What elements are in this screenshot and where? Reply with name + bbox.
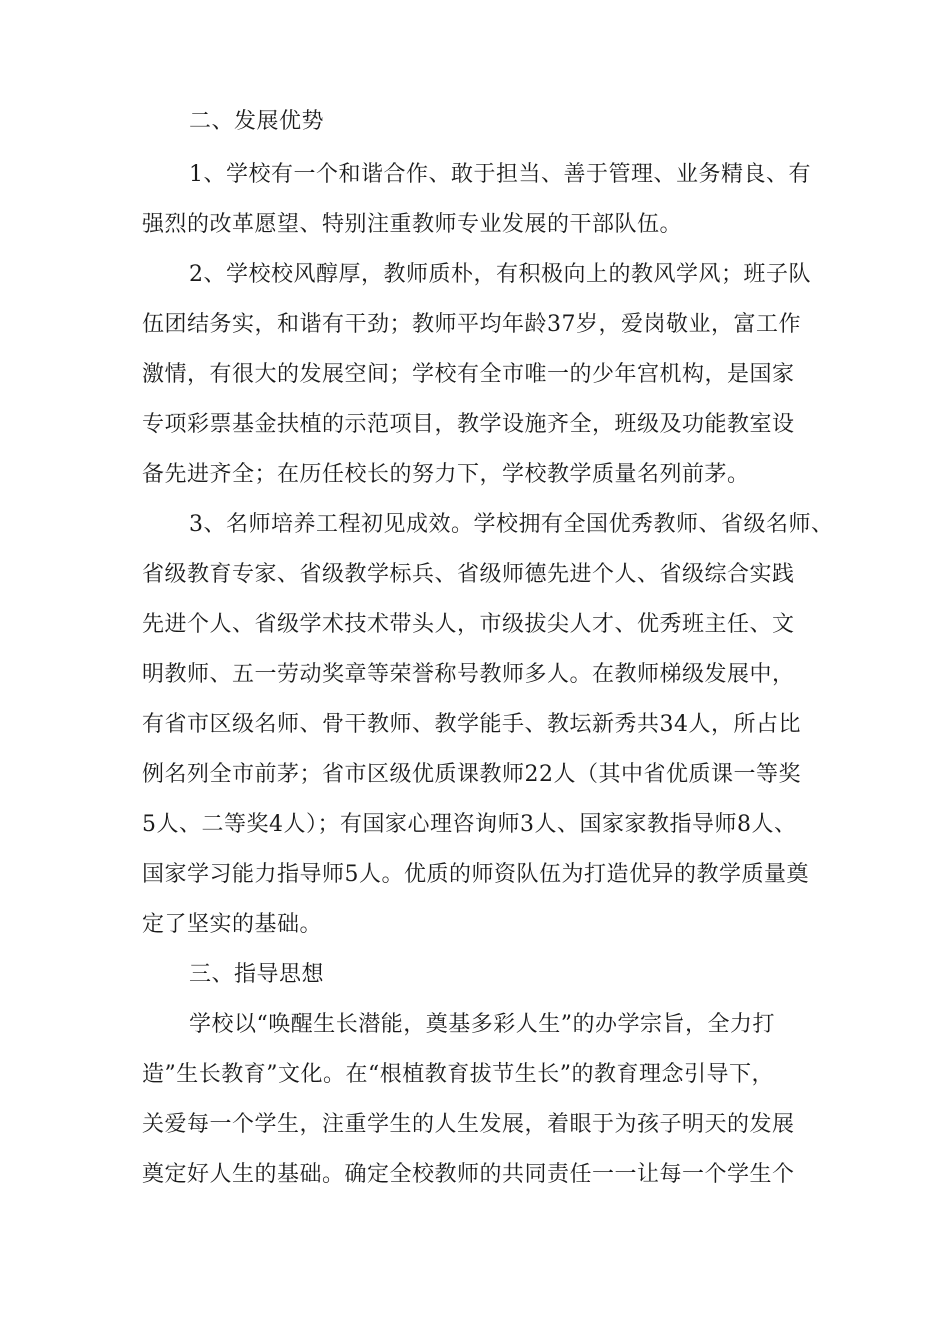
paragraph-line: 定了坚实的基础。 — [142, 912, 323, 937]
paragraph-line: 专项彩票基金扶植的示范项目，教学设施齐全，班级及功能教室设 — [142, 412, 795, 437]
paragraph-line: 备先进齐全；在历任校长的努力下，学校教学质量名列前茅。 — [142, 462, 750, 487]
paragraph-line: 学校以“唤醒生长潜能，奠基多彩人生”的办学宗旨，全力打 — [189, 1012, 775, 1037]
paragraph-line: 强烈的改革愿望、特别注重教师专业发展的干部队伍。 — [142, 212, 683, 237]
paragraph-line: 明教师、五一劳动奖章等荣誉称号教师多人。在教师梯级发展中， — [142, 662, 795, 687]
paragraph-line: 国家学习能力指导师5人。优质的师资队伍为打造优异的教学质量奠 — [142, 862, 809, 887]
paragraph-line: 3、名师培养工程初见成效。学校拥有全国优秀教师、省级名师、 — [189, 512, 834, 537]
paragraph-line: 奠定好人生的基础。确定全校教师的共同责任一一让每一个学生个 — [142, 1162, 795, 1187]
paragraph-line: 关爱每一个学生，注重学生的人生发展，着眼于为孩子明天的发展 — [142, 1112, 795, 1137]
paragraph-line: 伍团结务实，和谐有干劲；教师平均年龄37岁，爱岗敬业，富工作 — [142, 312, 801, 337]
paragraph-line: 有省市区级名师、骨干教师、教学能手、教坛新秀共34人，所占比 — [142, 712, 801, 737]
paragraph-line: 造”生长教育”文化。在“根植教育拔节生长”的教育理念引导下， — [142, 1062, 774, 1087]
paragraph-line: 先进个人、省级学术技术带头人，市级拔尖人才、优秀班主任、文 — [142, 612, 795, 637]
paragraph-line: 2、学校校风醇厚，教师质朴，有积极向上的教风学风；班子队 — [189, 262, 811, 287]
paragraph-line: 1、学校有一个和谐合作、敢于担当、善于管理、业务精良、有 — [189, 162, 811, 187]
paragraph-line: 省级教育专家、省级教学标兵、省级师德先进个人、省级综合实践 — [142, 562, 795, 587]
section-heading-guiding-ideology: 三、指导思想 — [189, 962, 325, 987]
paragraph-line: 例名列全市前茅；省市区级优质课教师22人（其中省优质课一等奖 — [142, 762, 801, 787]
section-heading-advantages: 二、发展优势 — [189, 109, 325, 134]
paragraph-line: 激情，有很大的发展空间；学校有全市唯一的少年宫机构，是国家 — [142, 362, 795, 387]
paragraph-line: 5人、二等奖4人）；有国家心理咨询师3人、国家家教指导师8人、 — [142, 812, 797, 837]
